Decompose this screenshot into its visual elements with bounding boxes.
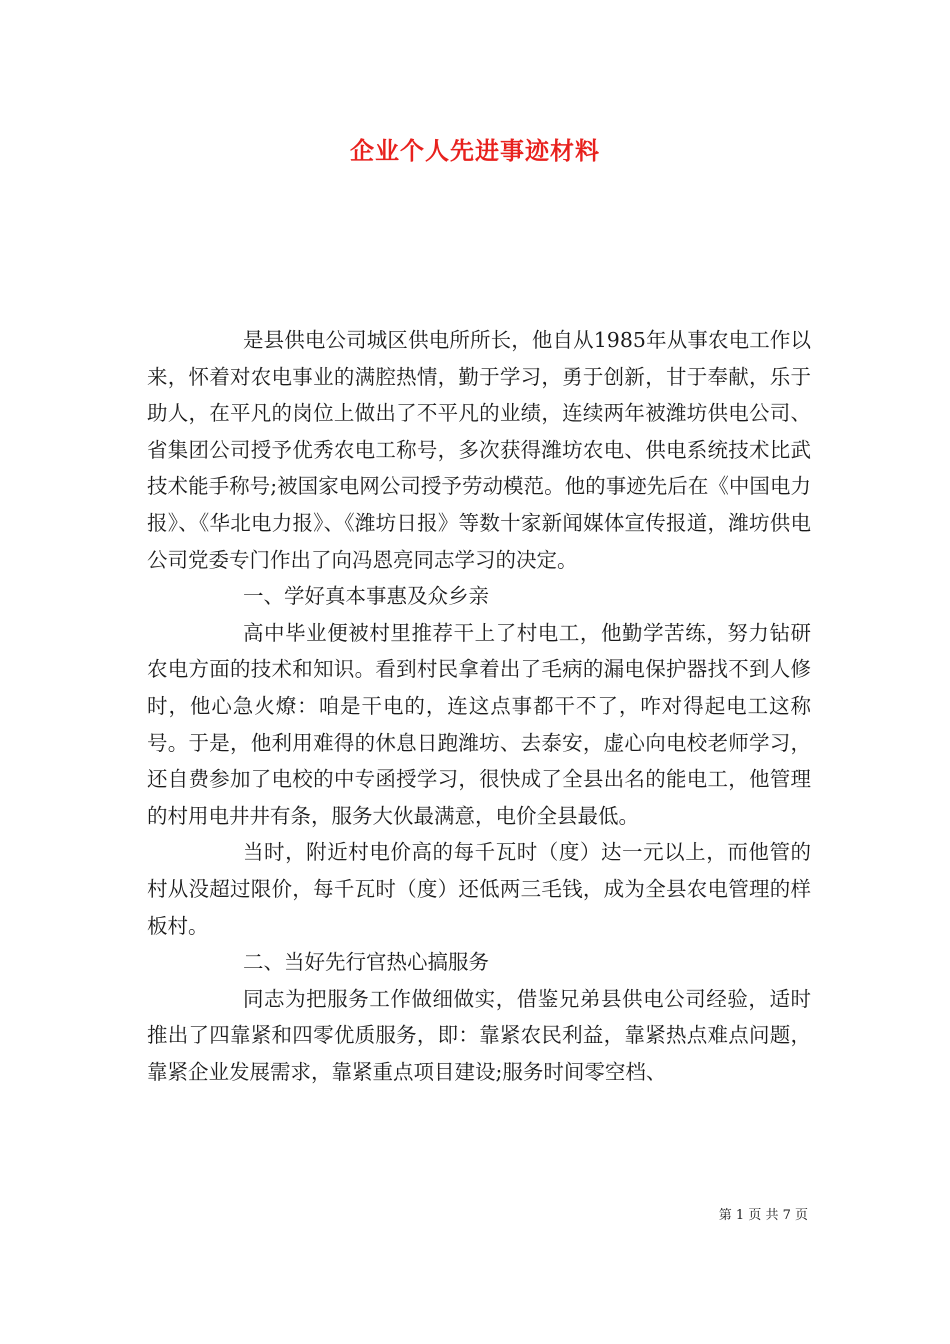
paragraph-section-2: 同志为把服务工作做细做实，借鉴兄弟县供电公司经验，适时推出了四靠紧和四零优质服务，即：靠紧农民利益，靠紧热点难点问题，靠紧企业发展需求，靠紧重点项目建设;服务时间零空档、	[147, 986, 811, 1084]
section-heading-1: 一、学好真本事惠及众乡亲	[243, 584, 489, 609]
page-title: 企业个人先进事迹材料	[350, 136, 600, 165]
paragraph-section-1: 高中毕业便被村里推荐干上了村电工，他勤学苦练，努力钻研农电方面的技术和知识。看到村民拿着出了毛病的漏电保护器找不到人修时，他心急火燎：咱是干电的，连这点事都干不了，咋对得起电工这称号。于是，他利用难得的休息日跑潍坊、去泰安，虚心向电校老师学习，还自费参加了电校的中专函授学习，很快成了全县出名的能电工，他管理的村用电井井有条，服务大伙最满意，电价全县最低。	[147, 620, 811, 828]
section-heading-2: 二、当好先行官热心搞服务	[243, 950, 489, 975]
document-body	[147, 322, 811, 1090]
paragraph-electricity-price: 当时，附近村电价高的每千瓦时（度）达一元以上，而他管的村从没超过限价，每千瓦时（度）还低两三毛钱，成为全县农电管理的样板村。	[147, 840, 811, 938]
page-footer: 第 1 页 共 7 页	[718, 1208, 808, 1223]
paragraph-intro: 是县供电公司城区供电所所长，他自从1985年从事农电工作以来，怀着对农电事业的满腔热情，勤于学习，勇于创新，甘于奉献，乐于助人，在平凡的岗位上做出了不平凡的业绩，连续两年被潍坊供电公司、省集团公司授予优秀农电工称号，多次获得潍坊农电、供电系统技术比武技术能手称号;被国家电网公司授予劳动模范。他的事迹先后在《中国电力报》、《华北电力报》、《潍坊日报》等数十家新闻媒体宣传报道，潍坊供电公司党委专门作出了向冯恩亮同志学习的决定。	[147, 328, 811, 572]
